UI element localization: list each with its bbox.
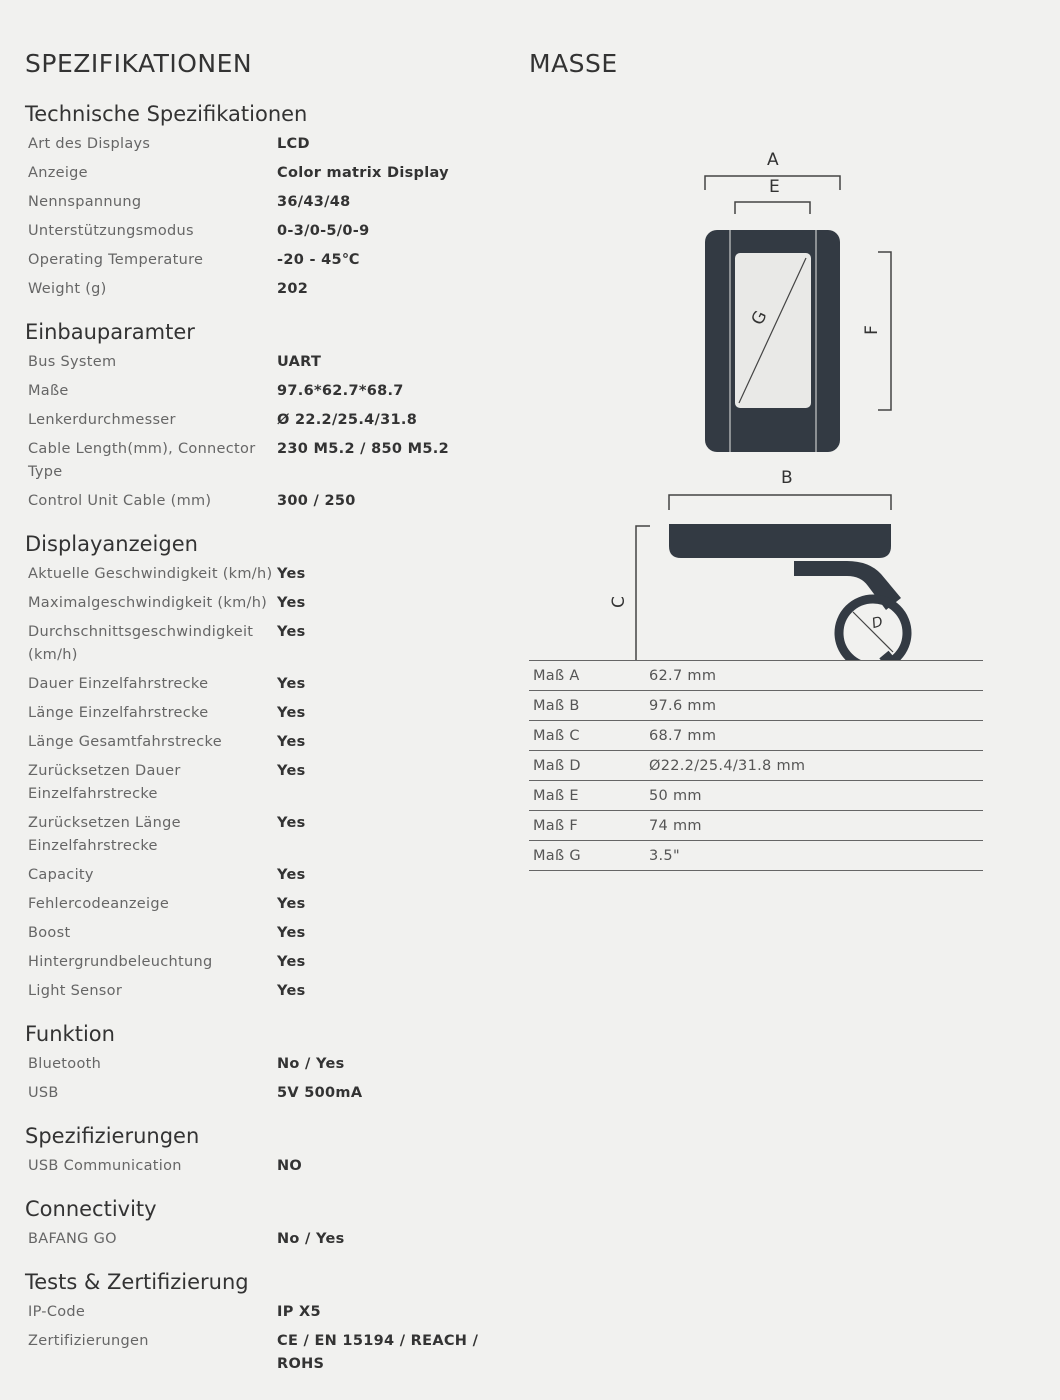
dimension-label: Maß C [533, 727, 580, 744]
dim-e-label: E [769, 177, 780, 197]
spec-label: Lenkerdurchmesser [28, 412, 176, 428]
dimension-row [529, 691, 983, 721]
spec-label: Bus System [28, 354, 117, 370]
section-title: Connectivity [25, 1197, 157, 1221]
spec-row [25, 728, 525, 757]
spec-label: USB [28, 1085, 59, 1101]
spec-row [25, 560, 525, 589]
spec-section [25, 1020, 525, 1108]
spec-row [25, 159, 525, 188]
spec-label: BAFANG GO [28, 1231, 117, 1247]
spec-label: Maße [28, 383, 69, 399]
spec-label: Operating Temperature [28, 252, 204, 268]
dimension-label: Maß D [533, 757, 581, 774]
dim-f-label: F [861, 325, 882, 335]
dimension-value: 3.5" [649, 847, 680, 864]
dimensions-heading: MASSE [529, 49, 618, 78]
spec-row [25, 1298, 525, 1327]
dimensions-column [529, 48, 989, 871]
dimension-value: 68.7 mm [649, 727, 717, 744]
spec-value: Yes [277, 763, 306, 779]
spec-label: Capacity [28, 867, 94, 883]
spec-row [25, 919, 525, 948]
dimension-label: Maß E [533, 787, 579, 804]
spec-row [25, 1152, 525, 1181]
section-title: Einbauparamter [25, 320, 195, 344]
spec-row [25, 406, 525, 435]
spec-section [25, 318, 525, 516]
spec-row [25, 618, 525, 670]
spec-label: Aktuelle Geschwindigkeit (km/h) [28, 566, 273, 582]
spec-row [25, 435, 525, 487]
dimension-label: Maß F [533, 817, 578, 834]
dimension-label: Maß B [533, 697, 580, 714]
spec-section [25, 1122, 525, 1181]
spec-value: Yes [277, 954, 306, 970]
spec-label: Fehlercodeanzeige [28, 896, 170, 912]
spec-label: Control Unit Cable (mm) [28, 493, 212, 509]
dimension-value: 74 mm [649, 817, 702, 834]
spec-row [25, 670, 525, 699]
spec-value: CE / EN 15194 / REACH / ROHS [277, 1333, 479, 1372]
dim-d-label: D [870, 613, 885, 633]
specifications-column [25, 48, 525, 1393]
spec-row [25, 377, 525, 406]
spec-value: Yes [277, 925, 306, 941]
spec-sections [25, 100, 525, 1379]
dimension-row [529, 751, 983, 781]
spec-row [25, 589, 525, 618]
dim-e-bracket [735, 202, 810, 214]
spec-row [25, 948, 525, 977]
spec-value: NO [277, 1158, 303, 1174]
dimension-row [529, 781, 983, 811]
spec-row [25, 246, 525, 275]
spec-row [25, 275, 525, 304]
spec-value: Ø 22.2/25.4/31.8 [277, 412, 418, 428]
dimension-label: Maß A [533, 667, 580, 684]
spec-value: Yes [277, 867, 306, 883]
spec-value: Yes [277, 983, 306, 999]
spec-label: Hintergrundbeleuchtung [28, 954, 213, 970]
spec-value: Yes [277, 566, 306, 582]
specifications-heading: SPEZIFIKATIONEN [25, 49, 253, 78]
dimension-value: Ø22.2/25.4/31.8 mm [649, 757, 806, 774]
spec-value: 300 / 250 [277, 493, 356, 509]
spec-row [25, 348, 525, 377]
spec-row [25, 1050, 525, 1079]
spec-value: Yes [277, 734, 306, 750]
spec-section [25, 100, 525, 304]
spec-label: Light Sensor [28, 983, 123, 999]
dimension-row [529, 811, 983, 841]
spec-label: Länge Gesamtfahrstrecke [28, 734, 222, 750]
spec-label: Weight (g) [28, 281, 107, 297]
spec-label: Anzeige [28, 165, 88, 181]
dim-c-label: C [608, 596, 629, 608]
spec-label: Zertifizierungen [28, 1333, 149, 1349]
section-title: Displayanzeigen [25, 532, 198, 556]
spec-value: Yes [277, 815, 306, 831]
spec-section [25, 530, 525, 1006]
spec-label: Zurücksetzen Länge Einzelfahrstrecke [28, 815, 181, 854]
spec-label: Maximalgeschwindigkeit (km/h) [28, 595, 268, 611]
spec-value: Yes [277, 624, 306, 640]
spec-label: Zurücksetzen Dauer Einzelfahrstrecke [28, 763, 181, 802]
spec-label: Länge Einzelfahrstrecke [28, 705, 209, 721]
spec-value: No / Yes [277, 1056, 345, 1072]
dim-b-bracket [669, 495, 891, 510]
spec-value: Yes [277, 896, 306, 912]
spec-label: Art des Displays [28, 136, 151, 152]
spec-row [25, 890, 525, 919]
spec-value: 0-3/0-5/0-9 [277, 223, 370, 239]
display-drawing [529, 100, 989, 660]
spec-value: Yes [277, 595, 306, 611]
spec-value: Yes [277, 705, 306, 721]
dim-g-label: G [747, 307, 772, 329]
spec-row [25, 757, 525, 809]
spec-label: Cable Length(mm), Connector Type [28, 441, 256, 480]
spec-label: Durchschnittsgeschwindigkeit (km/h) [28, 624, 254, 663]
spec-row [25, 1327, 525, 1379]
dimension-value: 50 mm [649, 787, 702, 804]
display-side-body [669, 524, 891, 558]
spec-row [25, 188, 525, 217]
spec-value: 36/43/48 [277, 194, 351, 210]
spec-label: USB Communication [28, 1158, 182, 1174]
dim-c-bracket [636, 526, 650, 660]
spec-section [25, 1268, 525, 1379]
spec-value: 230 M5.2 / 850 M5.2 [277, 441, 449, 457]
dimension-value: 97.6 mm [649, 697, 717, 714]
spec-row [25, 699, 525, 728]
spec-label: IP-Code [28, 1304, 86, 1320]
spec-section [25, 1195, 525, 1254]
spec-value: Color matrix Display [277, 165, 449, 181]
dimension-diagram [529, 100, 989, 660]
spec-value: -20 - 45℃ [277, 252, 360, 268]
spec-row [25, 1079, 525, 1108]
spec-value: 5V 500mA [277, 1085, 363, 1101]
spec-value: 97.6*62.7*68.7 [277, 383, 404, 399]
dimension-label: Maß G [533, 847, 581, 864]
spec-row [25, 130, 525, 159]
section-title: Technische Spezifikationen [25, 102, 308, 126]
spec-row [25, 861, 525, 890]
section-title: Tests & Zertifizierung [25, 1270, 249, 1294]
dim-b-label: B [781, 468, 793, 488]
spec-value: LCD [277, 136, 310, 152]
spec-value: 202 [277, 281, 309, 297]
dimension-row [529, 841, 983, 871]
section-title: Spezifizierungen [25, 1124, 200, 1148]
spec-value: UART [277, 354, 322, 370]
dimension-row [529, 661, 983, 691]
spec-label: Bluetooth [28, 1056, 102, 1072]
spec-row [25, 1225, 525, 1254]
spec-label: Nennspannung [28, 194, 142, 210]
spec-label: Dauer Einzelfahrstrecke [28, 676, 209, 692]
dim-a-label: A [767, 150, 779, 170]
spec-label: Boost [28, 925, 71, 941]
section-title: Funktion [25, 1022, 115, 1046]
spec-row [25, 217, 525, 246]
spec-value: IP X5 [277, 1304, 321, 1320]
spec-label: Unterstützungsmodus [28, 223, 194, 239]
dimension-value: 62.7 mm [649, 667, 717, 684]
dimensions-table [529, 660, 983, 871]
spec-value: Yes [277, 676, 306, 692]
spec-value: No / Yes [277, 1231, 345, 1247]
spec-row [25, 487, 525, 516]
spec-row [25, 977, 525, 1006]
dimension-row [529, 721, 983, 751]
spec-row [25, 809, 525, 861]
